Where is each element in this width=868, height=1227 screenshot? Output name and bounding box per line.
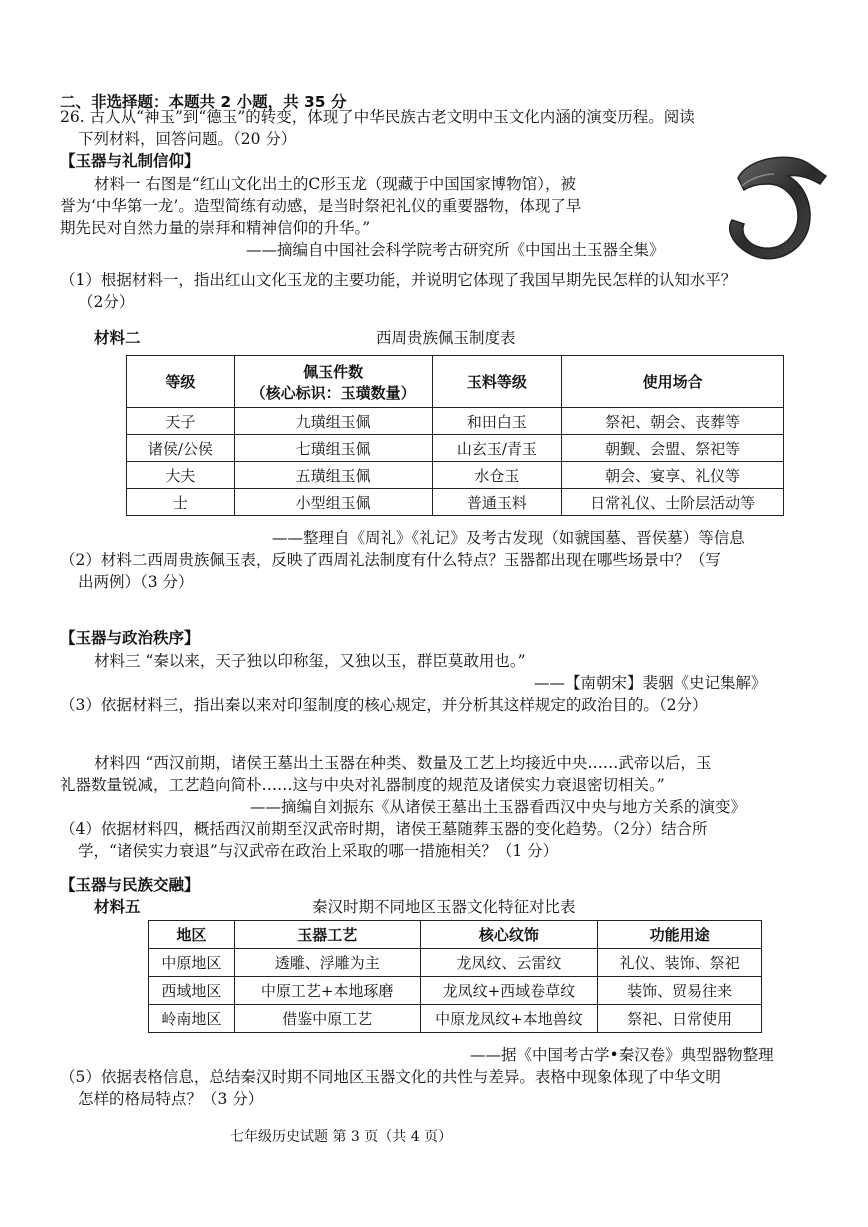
table-cell: 龙凤纹+西域卷草纹 (420, 977, 598, 1005)
material4-source: ——摘编自刘振东《从诸侯王墓出土玉器看西汉中央与地方关系的演变》 (250, 798, 747, 816)
qin-han-jade-table (148, 920, 762, 1033)
question-4-line2: 学，“诸侯实力衰退”与汉武帝在政治上采取的哪一措施相关？（1 分） (78, 842, 559, 860)
table-cell: 中原龙凤纹+本地兽纹 (420, 1005, 598, 1033)
material5-source: ——据《中国考古学•秦汉卷》典型器物整理 (470, 1046, 774, 1064)
heading-political-order: 【玉器与政治秩序】 (60, 629, 200, 647)
c-shaped-jade-dragon-image (718, 150, 830, 268)
material2-label: 材料二 (94, 329, 141, 347)
material1-line3: 期先民对自然力量的崇拜和精神信仰的升华。” (60, 219, 371, 237)
table-cell: 朝觐、会盟、祭祀等 (562, 435, 784, 462)
table-cell: 祭祀、朝会、丧葬等 (562, 408, 784, 435)
question-2-line1: （2）材料二西周贵族佩玉表，反映了西周礼法制度有什么特点？玉器都出现在哪些场景中？（写 (60, 551, 721, 569)
table-cell: 礼仪、装饰、祭祀 (598, 949, 762, 977)
header-pendant-count-main: 佩玉件数 (303, 362, 364, 381)
material2-title: 西周贵族佩玉制度表 (376, 329, 516, 347)
question-26-line1: 26. 古人从“神玉”到“德玉”的转变，体现了中华民族古老文明中玉文化内涵的演变历程。阅读 (60, 108, 695, 126)
table-cell: 七璜组玉佩 (234, 435, 432, 462)
table-cell: 龙凤纹、云雷纹 (420, 949, 598, 977)
material5-title: 秦汉时期不同地区玉器文化特征对比表 (312, 898, 576, 916)
material1-line2: 誉为‘中华第一龙’。造型简练有动感，是当时祭祀礼仪的重要器物，体现了早 (60, 197, 582, 215)
table-cell: 和田白玉 (432, 408, 562, 435)
question-26-line2: 下列材料，回答问题。（20 分） (78, 130, 297, 148)
question-1-line2: （2分） (78, 293, 135, 311)
table-cell: 大夫 (127, 462, 235, 489)
material5-label: 材料五 (94, 898, 141, 916)
table-row (149, 977, 762, 1005)
page-footer: 七年级历史试题 第 3 页（共 4 页） (230, 1129, 453, 1145)
question-5-line1: （5）依据表格信息，总结秦汉时期不同地区玉器文化的共性与差异。表格中现象体现了中华文明 (60, 1068, 721, 1086)
header-pendant-count-sub: （核心标识：玉璜数量） (250, 383, 416, 402)
question-5-line2: 怎样的格局特点？（3 分） (78, 1090, 264, 1108)
material2-source: ——整理自《周礼》《礼记》及考古发现（如虢国墓、晋侯墓）等信息 (272, 529, 745, 547)
table-cell: 九璜组玉佩 (234, 408, 432, 435)
table-cell: 透雕、浮雕为主 (234, 949, 420, 977)
table-cell: 日常礼仪、士阶层活动等 (562, 489, 784, 516)
zhou-jade-table (126, 355, 784, 516)
table-cell: 岭南地区 (149, 1005, 235, 1033)
table-cell: 朝会、宴享、礼仪等 (562, 462, 784, 489)
material1-source: ——摘编自中国社会科学院考古研究所《中国出土玉器全集》 (246, 241, 665, 259)
table-row (149, 1005, 762, 1033)
table-cell: 山玄玉/青玉 (432, 435, 562, 462)
question-3: （3）依据材料三，指出秦以来对印玺制度的核心规定，并分析其这样规定的政治目的。（2分） (60, 696, 708, 714)
table-row (149, 949, 762, 977)
header-region: 地区 (149, 921, 235, 949)
material3-source: ——【南朝宋】裴骃《史记集解》 (534, 674, 767, 692)
table-cell: 中原地区 (149, 949, 235, 977)
table-row (127, 489, 784, 516)
header-pendant-count (234, 356, 432, 408)
table-cell: 水仓玉 (432, 462, 562, 489)
header-pattern: 核心纹饰 (420, 921, 598, 949)
material1-line1: 材料一 右图是“红山文化出土的C形玉龙（现藏于中国国家博物馆），被 (94, 175, 576, 193)
header-function: 功能用途 (598, 921, 762, 949)
question-4-line1: （4）依据材料四，概括西汉前期至汉武帝时期，诸侯王墓随葬玉器的变化趋势。（2分）结合所 (60, 820, 708, 838)
table-cell: 五璜组玉佩 (234, 462, 432, 489)
table-cell: 天子 (127, 408, 235, 435)
table-header-row (149, 921, 762, 949)
table-row (127, 408, 784, 435)
material3: 材料三 “秦以来，天子独以印称玺，又独以玉，群臣莫敢用也。” (94, 652, 526, 670)
question-2-line2: 出两例）（3 分） (78, 573, 194, 591)
table-row (127, 435, 784, 462)
table-cell: 小型组玉佩 (234, 489, 432, 516)
table-cell: 装饰、贸易往来 (598, 977, 762, 1005)
table-cell: 祭祀、日常使用 (598, 1005, 762, 1033)
table-header-row (127, 356, 784, 408)
section-title: 二、非选择题：本题共 2 小题，共 35 分 (60, 93, 347, 111)
question-1-line1: （1）根据材料一，指出红山文化玉龙的主要功能，并说明它体现了我国早期先民怎样的认知水平？ (60, 271, 737, 289)
heading-ethnic-integration: 【玉器与民族交融】 (60, 876, 200, 894)
table-cell: 借鉴中原工艺 (234, 1005, 420, 1033)
header-craft: 玉器工艺 (234, 921, 420, 949)
table-cell: 中原工艺+本地琢磨 (234, 977, 420, 1005)
table-cell: 西域地区 (149, 977, 235, 1005)
header-occasion: 使用场合 (562, 356, 784, 408)
material4-line2: 礼器数量锐减，工艺趋向简朴……这与中央对礼器制度的规范及诸侯实力衰退密切相关。” (60, 776, 665, 794)
heading-ritual-belief: 【玉器与礼制信仰】 (60, 152, 200, 170)
header-rank: 等级 (127, 356, 235, 408)
table-cell: 普通玉料 (432, 489, 562, 516)
table-row (127, 462, 784, 489)
table-cell: 士 (127, 489, 235, 516)
material4-line1: 材料四 “西汉前期，诸侯王墓出土玉器在种类、数量及工艺上均接近中央……武帝以后，玉 (94, 754, 712, 772)
header-jade-grade: 玉料等级 (432, 356, 562, 408)
table-cell: 诸侯/公侯 (127, 435, 235, 462)
